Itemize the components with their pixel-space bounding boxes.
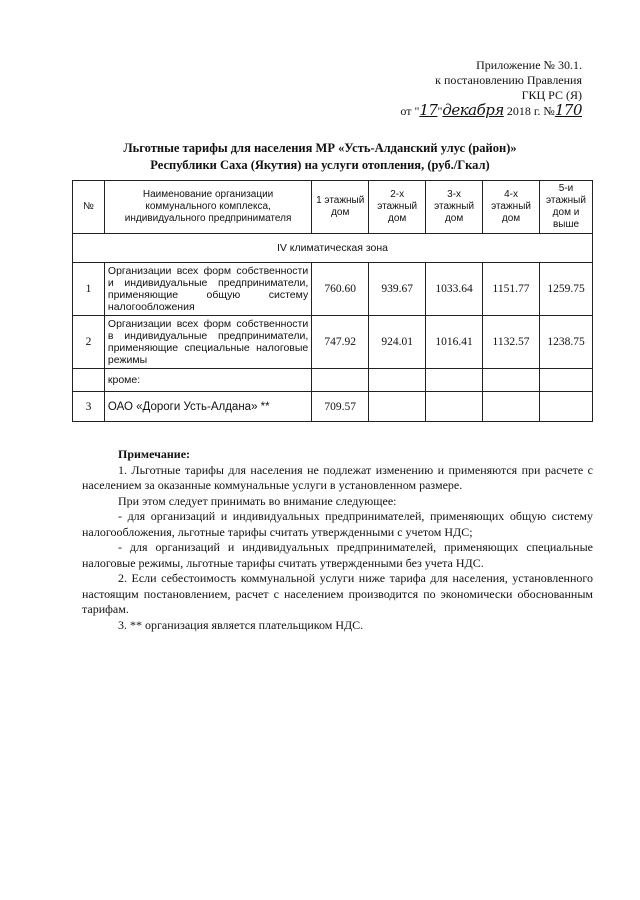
empty-cell (426, 369, 483, 392)
tariff-5-floor: 1238.75 (540, 316, 593, 369)
empty-cell (540, 392, 593, 422)
empty-cell (540, 369, 593, 392)
except-label: кроме: (104, 369, 311, 392)
tariff-3-floor: 1016.41 (426, 316, 483, 369)
tariff-4-floor: 1132.57 (483, 316, 540, 369)
header-2-floor: 2-х этажный дом (369, 181, 426, 234)
document-header (400, 58, 582, 119)
tariff-table (72, 180, 593, 422)
empty-cell (369, 392, 426, 422)
issuing-organization: ГКЦ РС (Я) (521, 88, 582, 102)
date-day: 17 (419, 101, 438, 119)
tariff-1-floor: 760.60 (312, 263, 369, 316)
title-line-1: Льготные тарифы для населения МР «Усть-Алданский улус (район)» (123, 141, 517, 155)
tariff-2-floor: 924.01 (369, 316, 426, 369)
row-number: 3 (73, 392, 105, 422)
header-1-floor: 1 этажный дом (312, 181, 369, 234)
table-row (73, 316, 593, 369)
except-row (73, 369, 593, 392)
note-paragraph-4: - для организаций и индивидуальных предпринимателей, применяющих специальные налоговые режимы, льготные тарифы считать утвержденными без учета НДС. (82, 540, 593, 570)
tariff-5-floor: 1259.75 (540, 263, 593, 316)
table-row (73, 263, 593, 316)
note-paragraph-2: При этом следует принимать во внимание следующее: (118, 493, 397, 508)
tariff-3-floor: 1033.64 (426, 263, 483, 316)
header-5-floor: 5-и этажный дом и выше (540, 181, 593, 234)
climate-zone-label: IV климатическая зона (73, 234, 593, 263)
row-number: 2 (73, 316, 105, 369)
document-title (0, 140, 640, 174)
resolution-date-line: от "17"декабря 2018 г. №170 (400, 101, 582, 119)
resolution-reference: к постановлению Правления (435, 73, 582, 87)
title-line-2: Республики Саха (Якутия) на услуги отопления, (руб./Гкал) (150, 158, 490, 172)
empty-cell (369, 369, 426, 392)
note-paragraph-3: - для организаций и индивидуальных предпринимателей, применяющих общую систему налогообложения, льготные тарифы считать утвержденными с учетом НДС; (82, 509, 593, 539)
empty-cell (312, 369, 369, 392)
notes-section (82, 447, 593, 633)
row-organization: Организации всех форм собственности и индивидуальные предприниматели, применяющие общую систему налогообложения (104, 263, 311, 316)
tariff-4-floor: 1151.77 (483, 263, 540, 316)
notes-heading: Примечание: (118, 447, 191, 461)
climate-zone-row (73, 234, 593, 263)
date-prefix: от " (400, 104, 420, 118)
empty-cell (483, 369, 540, 392)
note-paragraph-6: 3. ** организация является плательщиком НДС. (118, 617, 364, 632)
row-organization: ОАО «Дороги Усть-Алдана» ** (104, 392, 311, 422)
tariff-1-floor: 709.57 (312, 392, 369, 422)
tariff-1-floor: 747.92 (312, 316, 369, 369)
table-header-row (73, 181, 593, 234)
appendix-number: Приложение № 30.1. (476, 58, 582, 72)
header-num: № (73, 181, 105, 234)
empty-cell (483, 392, 540, 422)
date-month: декабря (442, 101, 504, 119)
empty-cell (426, 392, 483, 422)
row-organization: Организации всех форм собственности в индивидуальные предприниматели, применяющие специальные налоговые режимы (104, 316, 311, 369)
empty-cell (73, 369, 105, 392)
header-3-floor: 3-х этажный дом (426, 181, 483, 234)
header-4-floor: 4-х этажный дом (483, 181, 540, 234)
resolution-number: 170 (554, 101, 582, 119)
date-year: 2018 г. № (506, 104, 555, 118)
row-number: 1 (73, 263, 105, 316)
note-paragraph-5: 2. Если себестоимость коммунальной услуги ниже тарифа для населения, установленного настоящим постановлением, расчет с населением производится по экономически обоснованным тарифам. (82, 571, 593, 616)
table-row (73, 392, 593, 422)
tariff-2-floor: 939.67 (369, 263, 426, 316)
header-org: Наименование организации коммунального комплекса, индивидуального предпринимателя (104, 181, 311, 234)
note-paragraph-1: 1. Льготные тарифы для населения не подлежат изменению и применяются при расчете с населением за оказанные коммунальные услуги в установленном размере. (82, 462, 593, 492)
